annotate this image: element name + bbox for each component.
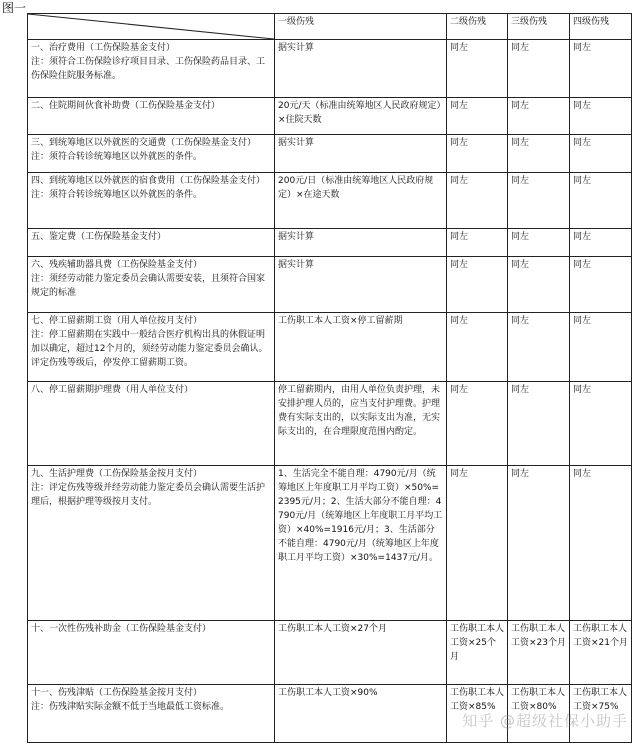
grade-4-cell: 同左 [570, 382, 632, 466]
grade-3-cell: 同左 [508, 313, 570, 382]
grade-4-cell: 同左 [570, 98, 632, 135]
grade-3-cell: 同左 [508, 382, 570, 466]
table-row [28, 135, 632, 173]
item-cell [28, 257, 275, 313]
item-cell [28, 98, 275, 135]
grade-4-cell: 同左 [570, 229, 632, 257]
grade-3-cell: 同左 [508, 135, 570, 173]
item-title: 九、生活护理费（工伤保险基金按月支付） [31, 469, 203, 479]
table-row [28, 40, 632, 98]
item-note: 注：须符合转诊统筹地区以外就医的条件。 [31, 152, 203, 162]
grade-4-cell: 同左 [570, 135, 632, 173]
item-note: 注：须经劳动能力鉴定委员会确认需要安装，且须符合国家规定的标准 [31, 274, 266, 298]
figure-label: 图一 [2, 1, 27, 15]
table-row [28, 173, 632, 229]
grade-3-cell: 同左 [508, 98, 570, 135]
item-title: 十、一次性伤残补助金（工伤保险基金支付） [31, 624, 212, 634]
grade-1-cell: 据实计算 [275, 135, 447, 173]
item-title: 一、治疗费用（工伤保险基金支付） [31, 43, 176, 53]
table-row [28, 685, 632, 743]
grade-2-cell: 同左 [447, 135, 508, 173]
grade-1-cell: 据实计算 [275, 229, 447, 257]
item-cell [28, 313, 275, 382]
grade-4-cell: 同左 [570, 173, 632, 229]
grade-4-cell: 同左 [570, 40, 632, 98]
header-grade-4: 四级伤残 [570, 14, 632, 40]
grade-1-cell: 200元/日（标准由统筹地区人民政府规定）×在途天数 [275, 173, 447, 229]
item-cell [28, 40, 275, 98]
item-note: 注：须符合工伤保险诊疗项目目录、工伤保险药品目录、工伤保险住院服务标准。 [31, 57, 266, 81]
grade-4-cell: 工伤职工本人工资×21个月 [570, 621, 632, 685]
grade-4-cell: 工伤职工本人工资×75% [570, 685, 632, 743]
header-grade-2: 二级伤残 [447, 14, 508, 40]
grade-3-cell: 同左 [508, 173, 570, 229]
item-cell [28, 229, 275, 257]
table-row [28, 313, 632, 382]
grade-4-cell: 同左 [570, 257, 632, 313]
header-grade-1: 一级伤残 [275, 14, 447, 40]
grade-2-cell: 同左 [447, 229, 508, 257]
item-note: 注：伤残津贴实际金额不低于当地最低工资标准。 [31, 702, 230, 712]
item-cell [28, 685, 275, 743]
grade-3-cell: 工伤职工本人工资×80% [508, 685, 570, 743]
item-note: 注：停工留薪期在实践中一般结合医疗机构出具的休假证明加以确定，超过12个月的，须经劳动能力鉴定委员会确认。评定伤残等级后，停发停工留薪期工资。 [31, 330, 268, 368]
grade-2-cell: 同左 [447, 466, 508, 621]
table-row [28, 621, 632, 685]
item-note: 注：须符合转诊统筹地区以外就医的条件。 [31, 190, 203, 200]
table-row [28, 229, 632, 257]
item-title: 四、到统筹地区以外就医的宿食费用（工伤保险基金支付） [31, 176, 266, 186]
item-cell [28, 382, 275, 466]
item-title: 八、停工留薪期护理费（用人单位支付） [31, 385, 194, 395]
header-grade-3: 三级伤残 [508, 14, 570, 40]
watermark: 知乎 @超级社保小助手 [462, 712, 628, 730]
grade-1-cell: 1、生活完全不能自理：4790元/月（统筹地区上年度职工月平均工资）×50%=2395元/月；2、生活大部分不能自理：4790元/月（统筹地区上年度职工月平均工资）×40%=1916元/月；3、生活部分不能自理：4790元/月（统筹地区上年度职工月平均工资）×30%=1437元/月。 [275, 466, 447, 621]
item-title: 五、鉴定费（工伤保险基金支付） [31, 232, 167, 242]
table-row [28, 382, 632, 466]
header-diagonal-cell [28, 14, 275, 40]
item-note: 注：评定伤残等级并经劳动能力鉴定委员会确认需要生活护理后，根据护理等级按月支付。 [31, 483, 266, 507]
grade-1-cell: 据实计算 [275, 257, 447, 313]
item-cell [28, 135, 275, 173]
grade-1-cell: 停工留薪期内，由用人单位负责护理，未安排护理人员的，应当支付护理费。护理费有实际支出的，以实际支出为准，无实际支出的，在合理限度范围内酌定。 [275, 382, 447, 466]
diagonal-line [28, 14, 274, 39]
grade-4-cell: 同左 [570, 313, 632, 382]
grade-3-cell: 同左 [508, 257, 570, 313]
item-title: 七、停工留薪期工资（用人单位按月支付） [31, 316, 203, 326]
table-row [28, 98, 632, 135]
grade-3-cell: 工伤职工本人工资×23个月 [508, 621, 570, 685]
grade-1-cell: 工伤职工本人工资×停工留薪期 [275, 313, 447, 382]
grade-1-cell: 工伤职工本人工资×27个月 [275, 621, 447, 685]
table-header-row [28, 14, 632, 40]
item-title: 三、到统筹地区以外就医的交通费（工伤保险基金支付） [31, 138, 257, 148]
item-title: 二、住院期间伙食补助费（工伤保险基金支付） [31, 101, 221, 111]
grade-1-cell: 20元/天（标准由统筹地区人民政府规定）×住院天数 [275, 98, 447, 135]
grade-2-cell: 同左 [447, 313, 508, 382]
item-cell [28, 621, 275, 685]
grade-2-cell: 工伤职工本人工资×25个月 [447, 621, 508, 685]
item-cell [28, 173, 275, 229]
item-cell [28, 466, 275, 621]
grade-3-cell: 同左 [508, 229, 570, 257]
grade-2-cell: 同左 [447, 257, 508, 313]
table-row [28, 466, 632, 621]
table-row [28, 257, 632, 313]
item-title: 十一、伤残津贴（工伤保险基金按月支付） [31, 688, 203, 698]
grade-3-cell: 同左 [508, 40, 570, 98]
grade-2-cell: 同左 [447, 40, 508, 98]
grade-2-cell: 工伤职工本人工资×85% [447, 685, 508, 743]
grade-1-cell: 工伤职工本人工资×90% [275, 685, 447, 743]
grade-3-cell: 同左 [508, 466, 570, 621]
grade-4-cell: 同左 [570, 466, 632, 621]
injury-benefits-table [27, 13, 632, 743]
item-title: 六、残疾辅助器具费（工伤保险基金支付） [31, 260, 203, 270]
grade-2-cell: 同左 [447, 98, 508, 135]
grade-2-cell: 同左 [447, 382, 508, 466]
grade-2-cell: 同左 [447, 173, 508, 229]
grade-1-cell: 据实计算 [275, 40, 447, 98]
